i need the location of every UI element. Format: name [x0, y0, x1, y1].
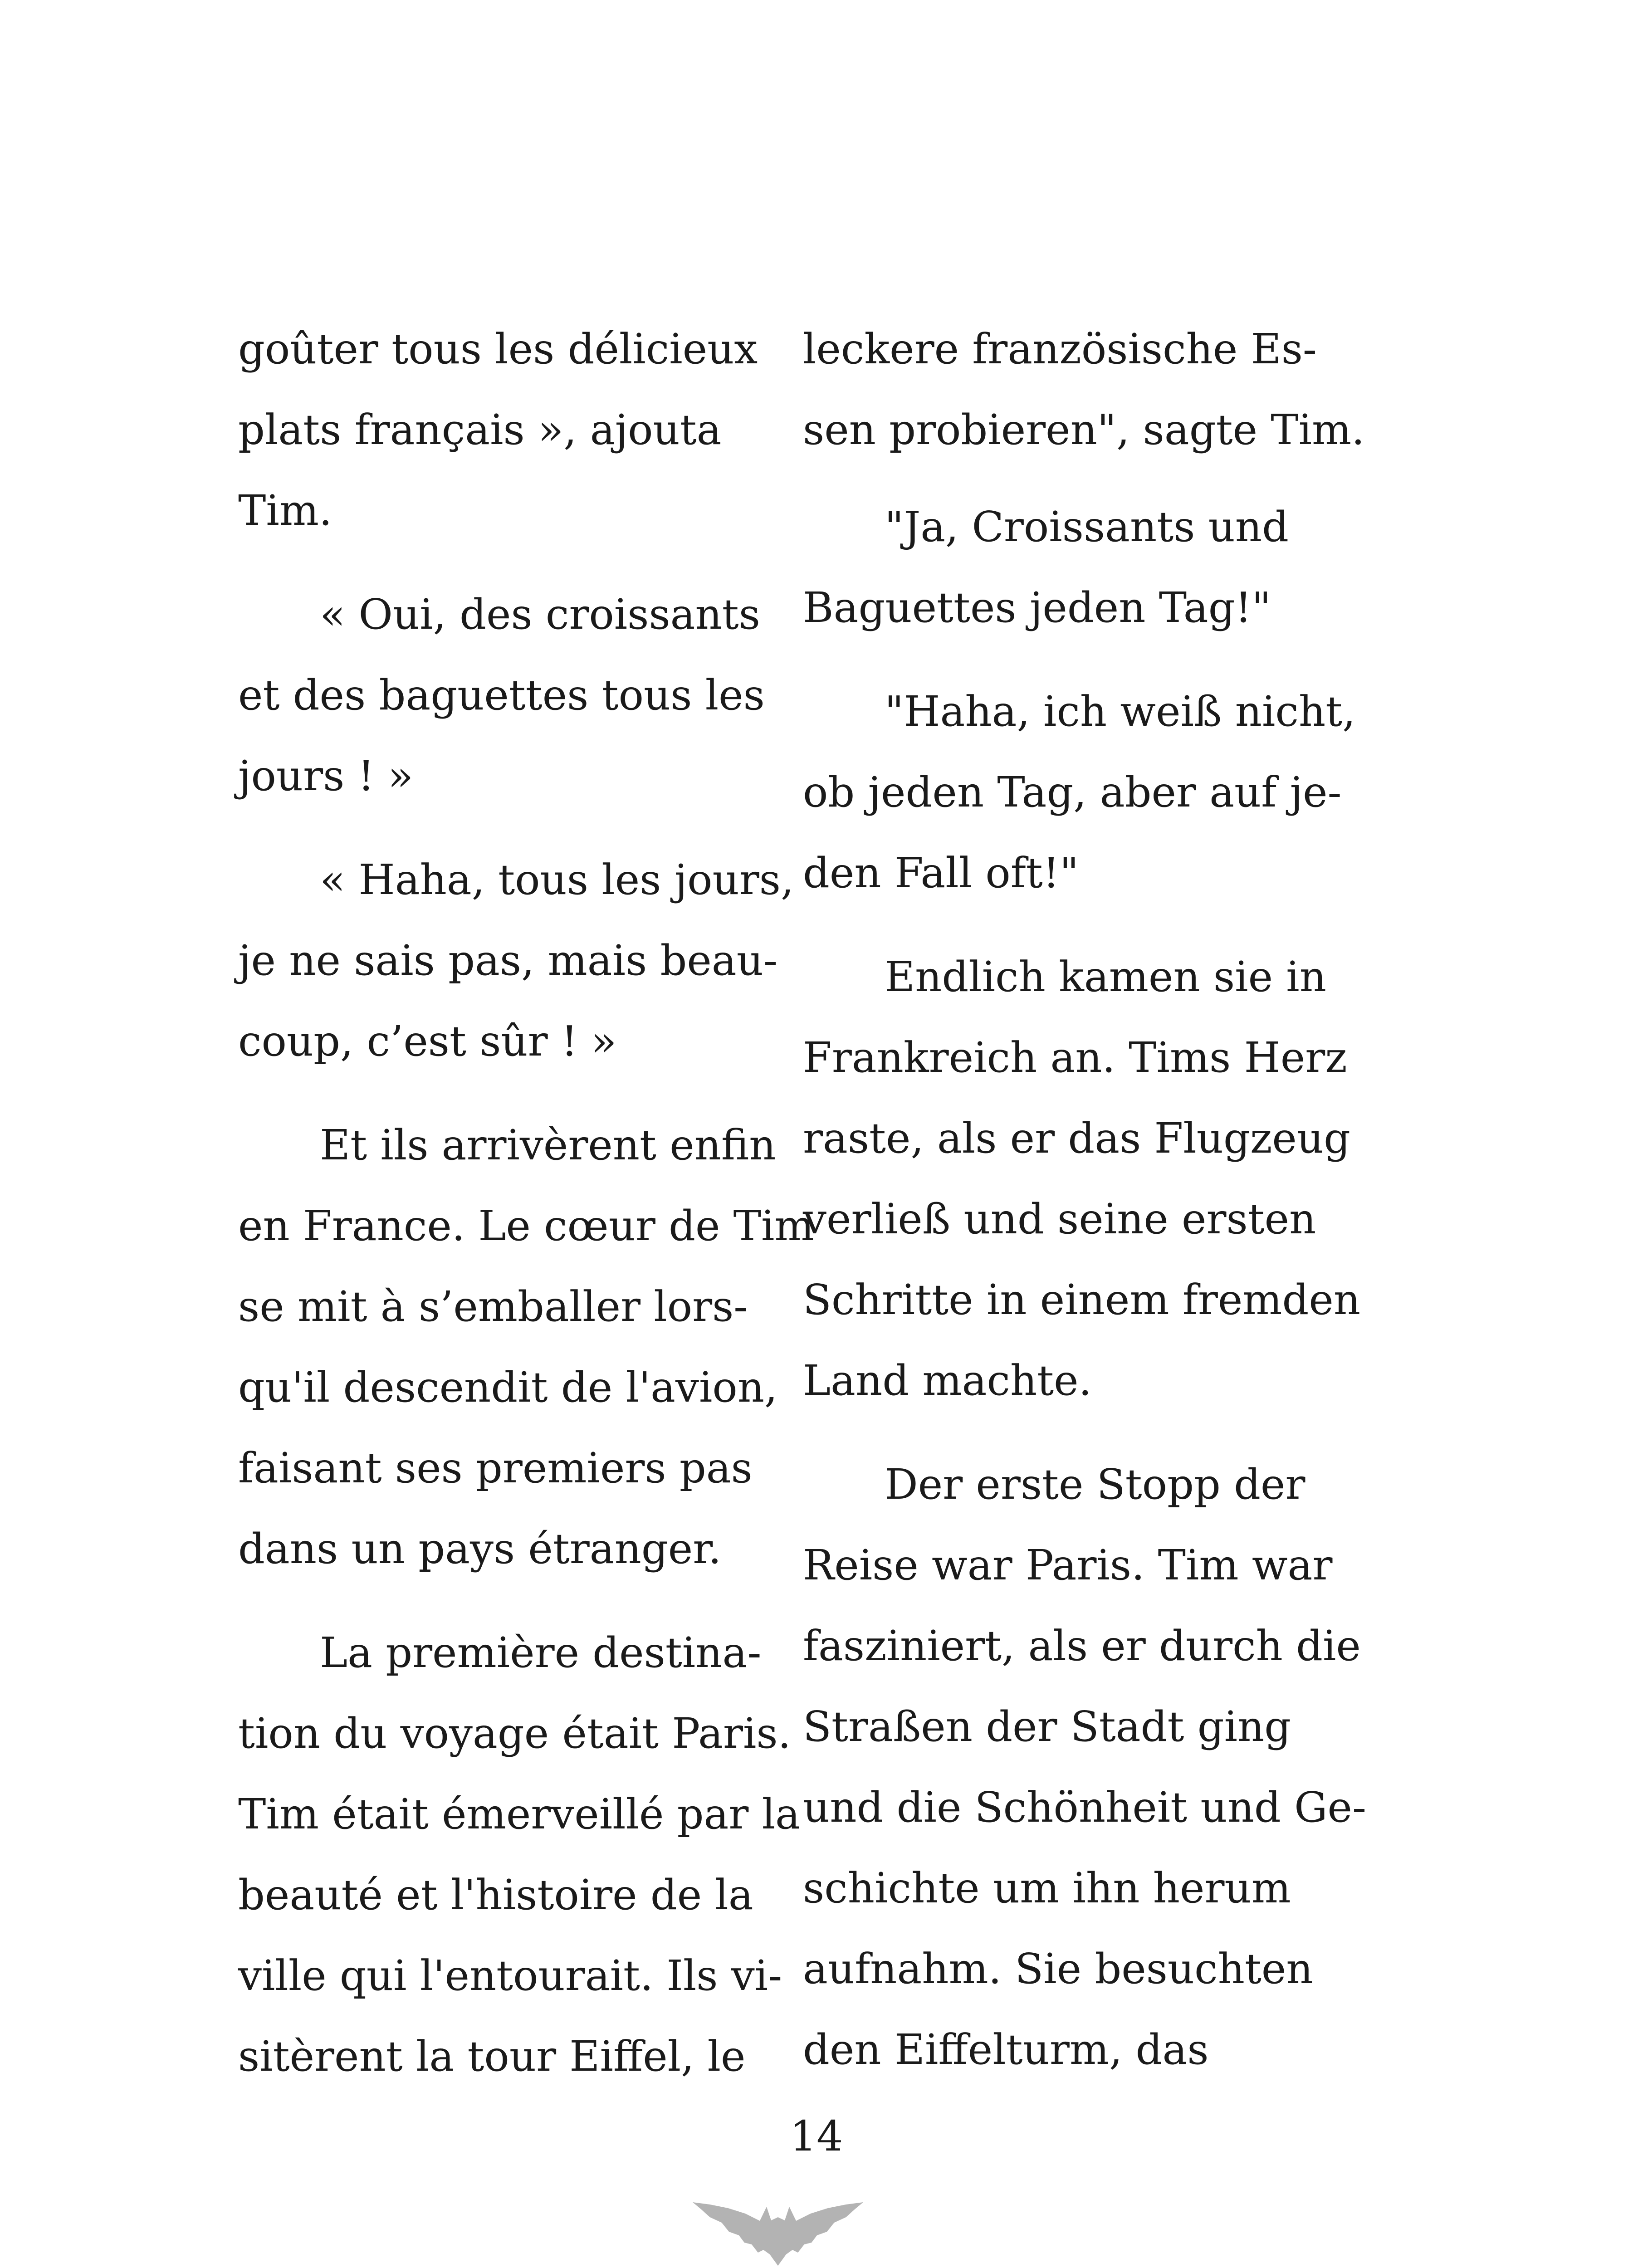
text-line: et des baguettes tous les	[238, 671, 765, 719]
text-line: plats français », ajouta	[238, 406, 722, 454]
text-line: qu'il descendit de l'avion,	[238, 1363, 778, 1412]
bat-icon	[692, 2186, 864, 2268]
text-line: "Ja, Croissants und	[885, 503, 1289, 551]
text-line: Der erste Stopp der	[885, 1460, 1305, 1509]
text-line: « Oui, des croissants	[320, 590, 760, 639]
text-line: schichte um ihn herum	[803, 1864, 1291, 1912]
text-line: dans un pays étranger.	[238, 1525, 722, 1573]
text-line: verließ und seine ersten	[803, 1195, 1316, 1243]
text-line: "Haha, ich weiß nicht,	[885, 687, 1356, 736]
text-line: ob jeden Tag, aber auf je-	[803, 768, 1342, 816]
text-line: den Fall oft!"	[803, 849, 1079, 897]
text-line: « Haha, tous les jours,	[320, 855, 794, 904]
text-line: und die Schönheit und Ge-	[803, 1783, 1367, 1832]
text-line: tion du voyage était Paris.	[238, 1709, 791, 1758]
text-line: sitèrent la tour Eiffel, le	[238, 2032, 746, 2081]
text-line: Et ils arrivèrent enfin	[320, 1121, 776, 1169]
text-line: sen probieren", sagte Tim.	[803, 406, 1365, 454]
text-line: ville qui l'entourait. Ils vi-	[238, 1951, 782, 2000]
text-line: beauté et l'histoire de la	[238, 1871, 753, 1919]
text-line: coup, c’est sûr ! »	[238, 1017, 617, 1066]
text-line: La première destina-	[320, 1628, 762, 1677]
text-line: Frankreich an. Tims Herz	[803, 1033, 1347, 1082]
text-line: Baguettes jeden Tag!"	[803, 583, 1271, 632]
text-line: Schritte in einem fremden	[803, 1276, 1361, 1324]
text-line: se mit à s’emballer lors-	[238, 1282, 748, 1331]
text-line: Land machte.	[803, 1356, 1092, 1405]
text-line: Reise war Paris. Tim war	[803, 1541, 1333, 1589]
text-line: den Eiffelturm, das	[803, 2025, 1209, 2074]
text-line: Tim était émerveillé par la	[238, 1790, 800, 1838]
text-line: je ne sais pas, mais beau-	[238, 936, 778, 985]
text-line: en France. Le cœur de Tim	[238, 1202, 814, 1250]
text-line: raste, als er das Flugzeug	[803, 1114, 1351, 1163]
text-line: fasziniert, als er durch die	[803, 1622, 1361, 1670]
text-line: Tim.	[238, 486, 332, 535]
text-line: Endlich kamen sie in	[885, 953, 1326, 1001]
page-number: 14	[790, 2112, 843, 2160]
text-line: leckere französische Es-	[803, 325, 1317, 373]
text-line: aufnahm. Sie besuchten	[803, 1945, 1313, 1993]
text-line: faisant ses premiers pas	[238, 1444, 753, 1492]
text-line: Straßen der Stadt ging	[803, 1702, 1291, 1751]
text-line: jours ! »	[238, 752, 414, 800]
text-line: goûter tous les délicieux	[238, 325, 758, 373]
